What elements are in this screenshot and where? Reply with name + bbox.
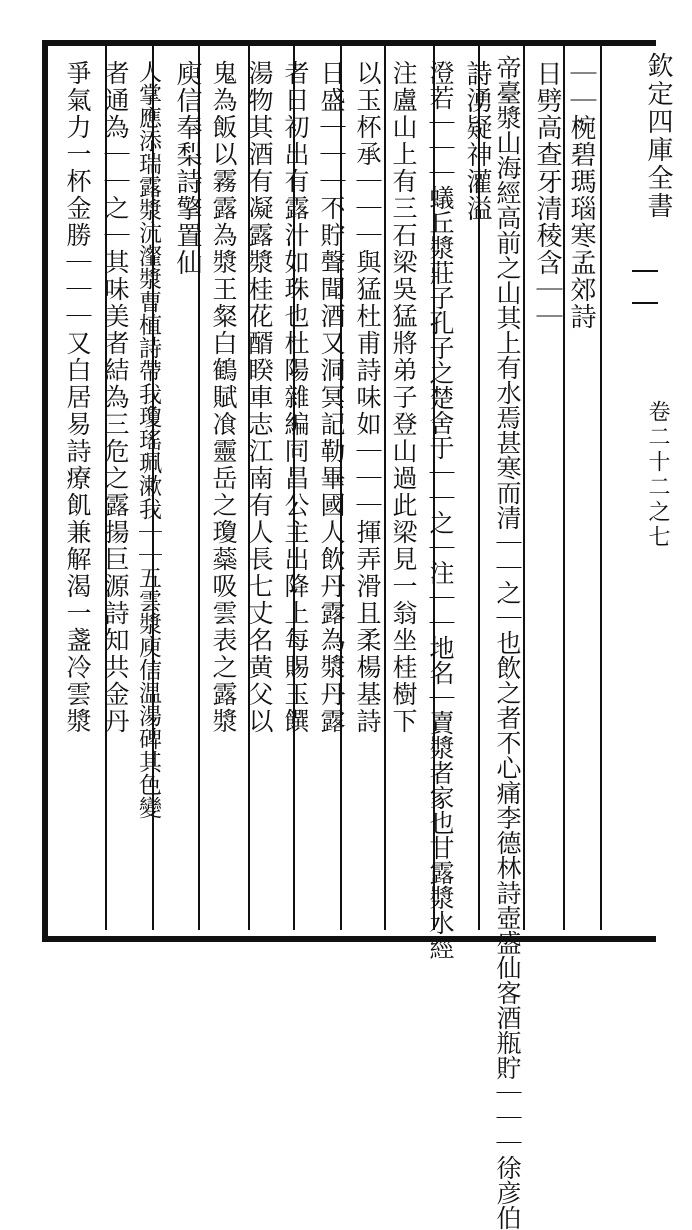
column-rule xyxy=(384,46,386,930)
volume-label: 卷二十二之七 xyxy=(645,400,670,550)
text-column: 者日初出有露汁如珠也杜陽雜編同昌公主出降上每賜玉饌 xyxy=(281,60,310,735)
book-title: 欽定四庫全書 xyxy=(643,52,673,220)
text-column: 爭氣力一杯金勝｜｜｜又白居易詩療飢兼解渴一盞冷雲漿 xyxy=(63,60,92,735)
text-column: 帝臺漿山海經高前之山其上有水焉甚寒而清｜｜之｜也飲之者不心痛李德林詩壺盛仙客酒瓶貯｜｜｜徐彦伯 xyxy=(493,55,522,1230)
text-column: 者通為｜｜之｜其味美者結為三危之露揚巨源詩知共金丹 xyxy=(101,60,130,735)
column-rule xyxy=(600,46,602,930)
text-column: 人掌應添瑞露漿沆瀣漿曹植詩帶我瓊瑤珮漱我｜｜五雲漿庾信温湯碑其色變 xyxy=(135,60,161,819)
text-column: 湯物其酒有凝露漿桂花醑睽車志江南有人長七丈名黄父以 xyxy=(245,60,274,735)
text-column: 日盛｜｜｜不貯聲聞酒又洞冥記勒畢國人飲丹露為漿丹露 xyxy=(317,60,346,735)
text-column: 庾信奉梨詩擎置仙 xyxy=(172,60,202,276)
fish-tail-mark xyxy=(632,270,658,304)
text-column: ｜｜椀碧瑪瑙寒孟郊詩 xyxy=(566,60,596,330)
text-column: 日劈高查牙清稜含｜｜ xyxy=(532,60,562,330)
column-rule xyxy=(523,46,525,930)
text-column: 注盧山上有三石梁吳猛將弟子登山過此梁見一翁坐桂樹下 xyxy=(389,60,418,735)
column-rule xyxy=(563,46,565,930)
text-column: 澄若｜｜｜蟻丘漿莊子孔子之楚舍于｜｜之｜注｜｜地名｜賣漿者家也甘露漿水經 xyxy=(426,60,455,960)
text-column: 詩湧疑神灌溢 xyxy=(462,60,492,222)
text-column: 鬼為飯以霧露為漿王粲白鶴賦飡靈岳之瓊蘂吸雲表之露漿 xyxy=(209,60,238,735)
text-column: 以玉杯承｜｜｜與猛杜甫詩味如｜｜｜揮弄滑且柔楊基詩 xyxy=(353,60,382,735)
